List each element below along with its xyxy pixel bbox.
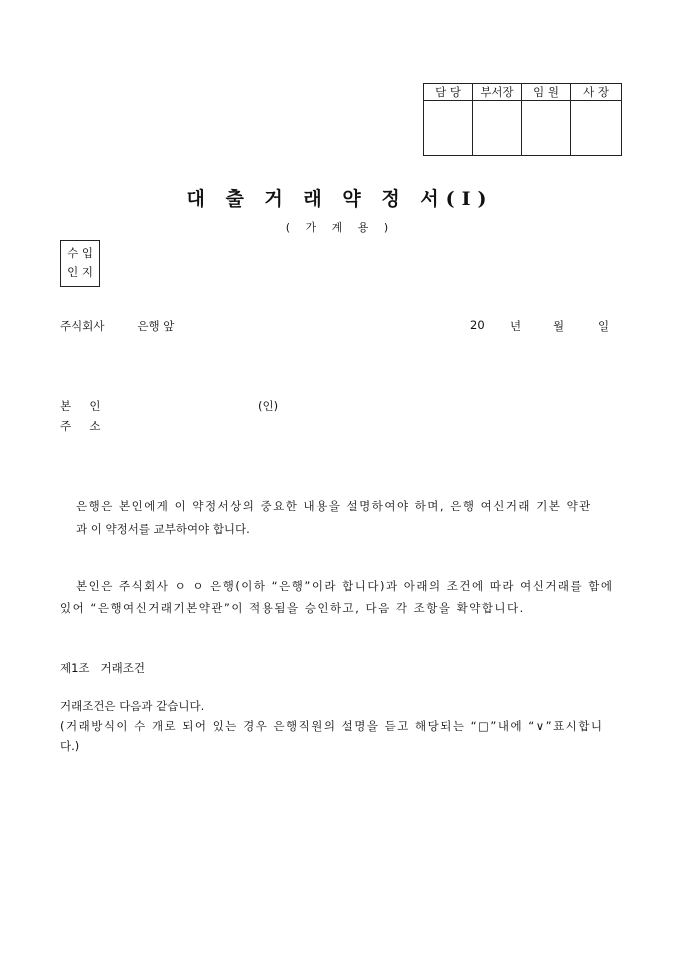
document-title: 대 출 거 래 약 정 서(Ⅰ): [186, 188, 494, 210]
principal-label: 본 인: [60, 399, 101, 413]
date-month-label: 월: [553, 319, 565, 333]
notice-line-1: 은행은 본인에게 이 약정서상의 중요한 내용을 설명하여야 하며, 은행 여신거래 기본 약관: [76, 499, 592, 513]
date-year: 20: [470, 318, 485, 332]
approval-header-executive: 임 원: [522, 84, 571, 101]
approval-sign-cell[interactable]: [522, 101, 571, 156]
approval-table: [423, 83, 622, 156]
notice-line-2: 과 이 약정서를 교부하여야 합니다.: [76, 522, 250, 536]
article1-title: 제1조 거래조건: [60, 661, 145, 675]
revenue-stamp-box: [60, 240, 100, 287]
addressee: 주식회사 은행 앞: [60, 319, 175, 333]
stamp-label-line1: 수 입: [67, 246, 93, 260]
article1-line-2: (거래방식이 수 개로 되어 있는 경우 은행직원의 설명을 듣고 해당되는 “□”내에 “∨”표시합니: [60, 719, 604, 733]
seal-mark: (인): [258, 399, 279, 413]
agreement-line-2: 있어 “은행여신거래기본약관”이 적용됨을 승인하고, 다음 각 조항을 확약합니다.: [60, 601, 525, 615]
approval-header-department-head: 부서장: [473, 84, 522, 101]
stamp-label-line2: 인 지: [67, 265, 93, 279]
article1-line-1: 거래조건은 다음과 같습니다.: [60, 699, 205, 713]
approval-header-manager: 담 당: [424, 84, 473, 101]
article1-line-3: 다.): [60, 739, 80, 753]
approval-sign-cell[interactable]: [571, 101, 622, 156]
approval-sign-cell[interactable]: [473, 101, 522, 156]
date-day-label: 일: [598, 319, 610, 333]
approval-sign-cell[interactable]: [424, 101, 473, 156]
date-year-label: 년: [510, 319, 522, 333]
address-label: 주 소: [60, 419, 101, 433]
document-subtitle: ( 가 계 용 ): [285, 221, 395, 234]
agreement-line-1: 본인은 주식회사 ㅇ ㅇ 은행(이하 “은행”이라 합니다)과 아래의 조건에 따라 여신거래를 함에: [76, 579, 614, 593]
approval-header-president: 사 장: [571, 84, 622, 101]
